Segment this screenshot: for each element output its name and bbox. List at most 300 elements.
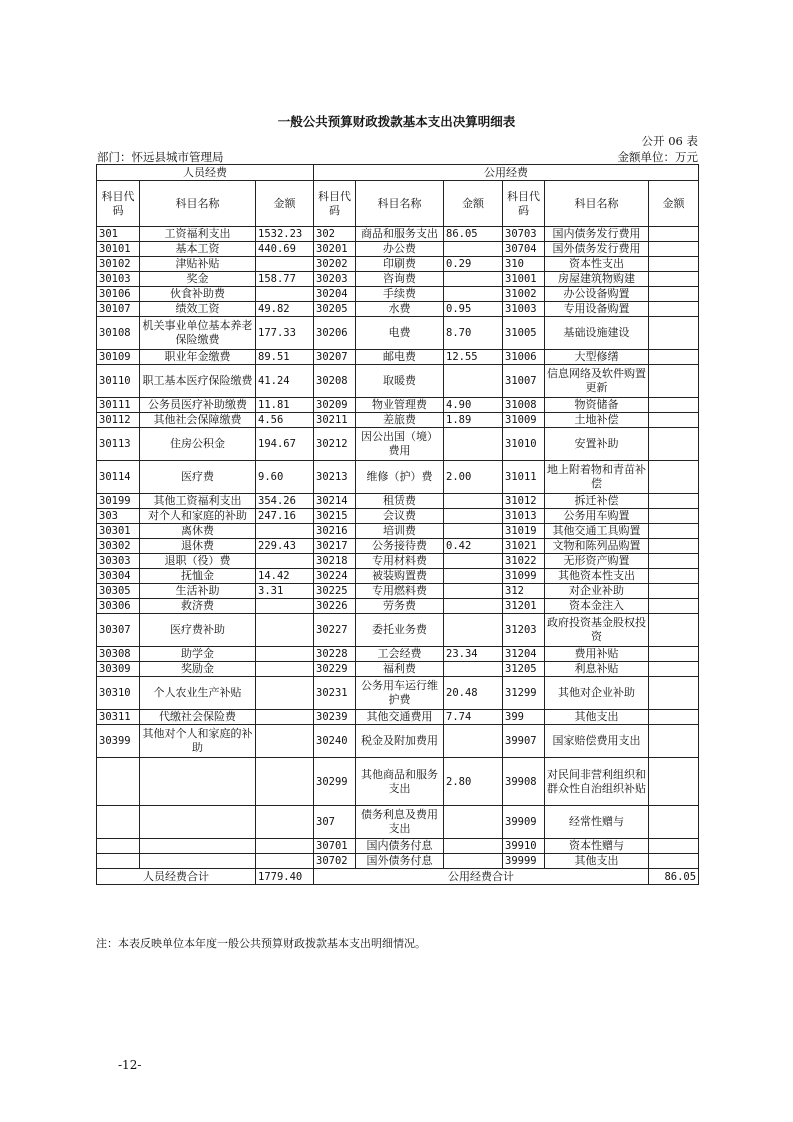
personnel-amount	[256, 677, 314, 710]
capital-name: 地上附着物和青苗补偿	[545, 461, 649, 494]
table-row	[97, 350, 699, 365]
public-code: 30225	[314, 584, 356, 599]
personnel-name: 奖励金	[140, 662, 256, 677]
table-row	[97, 584, 699, 599]
public-amount	[444, 524, 503, 539]
capital-name: 费用补贴	[545, 647, 649, 662]
capital-name: 其他支出	[545, 854, 649, 869]
capital-code: 312	[503, 584, 545, 599]
public-name: 专用材料费	[356, 554, 444, 569]
public-name: 劳务费	[356, 599, 444, 614]
public-code: 30228	[314, 647, 356, 662]
capital-amount	[649, 725, 699, 758]
col-header-code: 科目代码	[314, 181, 356, 227]
capital-code: 31007	[503, 365, 545, 398]
capital-code: 31012	[503, 494, 545, 509]
capital-amount	[649, 242, 699, 257]
table-row	[97, 725, 699, 758]
personnel-amount	[256, 710, 314, 725]
public-name: 其他商品和服务支出	[356, 758, 444, 806]
table-row	[97, 839, 699, 854]
public-name: 债务利息及费用支出	[356, 806, 444, 839]
personnel-name: 绩效工资	[140, 302, 256, 317]
public-name: 税金及附加费用	[356, 725, 444, 758]
page-title: 一般公共预算财政拨款基本支出决算明细表	[277, 114, 516, 129]
capital-amount	[649, 854, 699, 869]
personnel-code: 30112	[97, 413, 140, 428]
capital-name: 拆迁补偿	[545, 494, 649, 509]
capital-name: 其他对企业补助	[545, 677, 649, 710]
capital-code: 31201	[503, 599, 545, 614]
public-amount	[444, 725, 503, 758]
capital-amount	[649, 584, 699, 599]
public-amount: 20.48	[444, 677, 503, 710]
personnel-name: 医疗费补助	[140, 614, 256, 647]
personnel-name: 其他工资福利支出	[140, 494, 256, 509]
capital-amount	[649, 647, 699, 662]
personnel-group-header: 人员经费	[97, 165, 314, 181]
public-name: 手续费	[356, 287, 444, 302]
table-row	[97, 758, 699, 806]
public-amount: 0.29	[444, 257, 503, 272]
public-amount: 8.70	[444, 317, 503, 350]
public-total-label: 公用经费合计	[314, 869, 649, 885]
capital-amount	[649, 413, 699, 428]
col-header-amount: 金额	[256, 181, 314, 227]
public-amount	[444, 287, 503, 302]
public-amount	[444, 494, 503, 509]
capital-amount	[649, 599, 699, 614]
personnel-amount: 177.33	[256, 317, 314, 350]
capital-amount	[649, 302, 699, 317]
table-row	[97, 242, 699, 257]
public-amount: 1.89	[444, 413, 503, 428]
capital-name: 大型修缮	[545, 350, 649, 365]
personnel-code: 30309	[97, 662, 140, 677]
public-name: 邮电费	[356, 350, 444, 365]
capital-code: 39908	[503, 758, 545, 806]
personnel-code: 303	[97, 509, 140, 524]
personnel-amount	[256, 839, 314, 854]
personnel-amount	[256, 806, 314, 839]
public-name: 因公出国（境）费用	[356, 428, 444, 461]
capital-name: 政府投资基金股权投资	[545, 614, 649, 647]
personnel-amount: 158.77	[256, 272, 314, 287]
public-amount	[444, 272, 503, 287]
public-code: 30218	[314, 554, 356, 569]
public-code: 30224	[314, 569, 356, 584]
public-amount	[444, 242, 503, 257]
capital-name: 资本金注入	[545, 599, 649, 614]
capital-amount	[649, 272, 699, 287]
personnel-name: 职工基本医疗保险缴费	[140, 365, 256, 398]
table-note: 注：本表反映单位本年度一般公共预算财政拨款基本支出明细情况。	[96, 937, 426, 950]
capital-amount	[649, 365, 699, 398]
public-amount	[444, 662, 503, 677]
capital-name: 其他资本性支出	[545, 569, 649, 584]
personnel-name	[140, 758, 256, 806]
personnel-amount	[256, 647, 314, 662]
capital-amount	[649, 677, 699, 710]
personnel-amount	[256, 662, 314, 677]
public-name: 咨询费	[356, 272, 444, 287]
personnel-code: 30308	[97, 647, 140, 662]
table-row	[97, 539, 699, 554]
capital-amount	[649, 227, 699, 242]
capital-amount	[649, 317, 699, 350]
public-code: 30217	[314, 539, 356, 554]
personnel-name: 奖金	[140, 272, 256, 287]
personnel-amount: 89.51	[256, 350, 314, 365]
capital-name: 国家赔偿费用支出	[545, 725, 649, 758]
personnel-code: 30302	[97, 539, 140, 554]
capital-code: 31002	[503, 287, 545, 302]
capital-code: 31008	[503, 398, 545, 413]
public-code: 30701	[314, 839, 356, 854]
personnel-code: 30114	[97, 461, 140, 494]
capital-name: 对民间非营利组织和群众性自治组织补贴	[545, 758, 649, 806]
public-code: 30207	[314, 350, 356, 365]
capital-name: 经常性赠与	[545, 806, 649, 839]
public-code: 30231	[314, 677, 356, 710]
personnel-code: 30113	[97, 428, 140, 461]
table-row	[97, 317, 699, 350]
personnel-code: 30304	[97, 569, 140, 584]
table-row	[97, 509, 699, 524]
public-name: 福利费	[356, 662, 444, 677]
public-name: 国外债务付息	[356, 854, 444, 869]
department-label: 部门：怀远县城市管理局	[97, 150, 224, 164]
personnel-code: 30305	[97, 584, 140, 599]
personnel-total-amount: 1779.40	[256, 869, 314, 885]
capital-code: 31006	[503, 350, 545, 365]
capital-code: 31011	[503, 461, 545, 494]
capital-amount	[649, 539, 699, 554]
capital-code: 30703	[503, 227, 545, 242]
public-code: 30226	[314, 599, 356, 614]
public-name: 维修（护）费	[356, 461, 444, 494]
capital-code: 31019	[503, 524, 545, 539]
capital-amount	[649, 398, 699, 413]
personnel-code: 30101	[97, 242, 140, 257]
personnel-code: 301	[97, 227, 140, 242]
capital-code: 31299	[503, 677, 545, 710]
capital-amount	[649, 569, 699, 584]
public-code: 30211	[314, 413, 356, 428]
personnel-code	[97, 839, 140, 854]
public-amount	[444, 569, 503, 584]
public-code: 30208	[314, 365, 356, 398]
table-row	[97, 647, 699, 662]
public-total-amount: 86.05	[649, 869, 699, 885]
table-row	[97, 662, 699, 677]
personnel-amount: 49.82	[256, 302, 314, 317]
personnel-total-label: 人员经费合计	[97, 869, 256, 885]
capital-amount	[649, 806, 699, 839]
personnel-name	[140, 806, 256, 839]
capital-code: 31022	[503, 554, 545, 569]
personnel-name: 个人农业生产补贴	[140, 677, 256, 710]
capital-code: 31205	[503, 662, 545, 677]
personnel-name	[140, 839, 256, 854]
personnel-code: 30110	[97, 365, 140, 398]
table-row	[97, 302, 699, 317]
personnel-amount	[256, 257, 314, 272]
public-code: 30206	[314, 317, 356, 350]
table-row	[97, 806, 699, 839]
capital-name: 无形资产购置	[545, 554, 649, 569]
personnel-name: 退职（役）费	[140, 554, 256, 569]
capital-amount	[649, 287, 699, 302]
capital-amount	[649, 350, 699, 365]
personnel-code: 30108	[97, 317, 140, 350]
personnel-code	[97, 758, 140, 806]
table-row	[97, 854, 699, 869]
public-code: 30240	[314, 725, 356, 758]
table-row	[97, 287, 699, 302]
table-row	[97, 599, 699, 614]
public-amount: 12.55	[444, 350, 503, 365]
table-row	[97, 413, 699, 428]
personnel-name: 机关事业单位基本养老保险缴费	[140, 317, 256, 350]
capital-name: 资本性支出	[545, 257, 649, 272]
capital-code: 31010	[503, 428, 545, 461]
personnel-amount: 1532.23	[256, 227, 314, 242]
public-amount: 86.05	[444, 227, 503, 242]
capital-name: 国外债务发行费用	[545, 242, 649, 257]
personnel-amount: 41.24	[256, 365, 314, 398]
public-amount	[444, 806, 503, 839]
personnel-amount	[256, 758, 314, 806]
capital-amount	[649, 758, 699, 806]
table-row	[97, 710, 699, 725]
public-code: 30205	[314, 302, 356, 317]
table-row	[97, 227, 699, 242]
capital-code: 31013	[503, 509, 545, 524]
personnel-name: 其他社会保障缴费	[140, 413, 256, 428]
personnel-amount: 9.60	[256, 461, 314, 494]
public-amount: 2.80	[444, 758, 503, 806]
capital-amount	[649, 662, 699, 677]
capital-name: 其他交通工具购置	[545, 524, 649, 539]
public-amount	[444, 584, 503, 599]
personnel-amount	[256, 725, 314, 758]
capital-name: 信息网络及软件购置更新	[545, 365, 649, 398]
capital-code: 31009	[503, 413, 545, 428]
capital-code: 39999	[503, 854, 545, 869]
personnel-name: 津贴补贴	[140, 257, 256, 272]
personnel-amount: 11.81	[256, 398, 314, 413]
col-header-amount: 金额	[444, 181, 503, 227]
public-amount: 7.74	[444, 710, 503, 725]
public-name: 公务用车运行维护费	[356, 677, 444, 710]
public-name: 委托业务费	[356, 614, 444, 647]
capital-amount	[649, 428, 699, 461]
public-code: 30212	[314, 428, 356, 461]
capital-name: 安置补助	[545, 428, 649, 461]
col-header-name: 科目名称	[140, 181, 256, 227]
personnel-name: 基本工资	[140, 242, 256, 257]
public-name: 被装购置费	[356, 569, 444, 584]
capital-amount	[649, 554, 699, 569]
personnel-name: 助学金	[140, 647, 256, 662]
personnel-amount	[256, 854, 314, 869]
table-row	[97, 398, 699, 413]
public-code: 30203	[314, 272, 356, 287]
personnel-name: 公务员医疗补助缴费	[140, 398, 256, 413]
personnel-amount: 247.16	[256, 509, 314, 524]
personnel-amount	[256, 614, 314, 647]
capital-code: 31021	[503, 539, 545, 554]
personnel-code: 30307	[97, 614, 140, 647]
capital-code: 31204	[503, 647, 545, 662]
personnel-amount	[256, 599, 314, 614]
public-group-header: 公用经费	[314, 165, 699, 181]
col-header-code: 科目代码	[503, 181, 545, 227]
capital-code: 39910	[503, 839, 545, 854]
personnel-name: 救济费	[140, 599, 256, 614]
public-code: 30227	[314, 614, 356, 647]
personnel-name: 职业年金缴费	[140, 350, 256, 365]
public-code: 30215	[314, 509, 356, 524]
public-code: 30201	[314, 242, 356, 257]
personnel-amount: 229.43	[256, 539, 314, 554]
public-name: 其他交通费用	[356, 710, 444, 725]
public-amount: 2.00	[444, 461, 503, 494]
table-row	[97, 614, 699, 647]
capital-name: 资本性赠与	[545, 839, 649, 854]
public-code: 30214	[314, 494, 356, 509]
personnel-name: 退休费	[140, 539, 256, 554]
personnel-code: 30301	[97, 524, 140, 539]
public-name: 印刷费	[356, 257, 444, 272]
public-amount: 23.34	[444, 647, 503, 662]
col-header-code: 科目代码	[97, 181, 140, 227]
public-name: 水费	[356, 302, 444, 317]
personnel-code: 30111	[97, 398, 140, 413]
capital-name: 办公设备购置	[545, 287, 649, 302]
public-code: 30299	[314, 758, 356, 806]
capital-name: 土地补偿	[545, 413, 649, 428]
public-code: 30216	[314, 524, 356, 539]
capital-code: 31001	[503, 272, 545, 287]
public-code: 30213	[314, 461, 356, 494]
public-name: 培训费	[356, 524, 444, 539]
capital-code: 31203	[503, 614, 545, 647]
capital-amount	[649, 710, 699, 725]
public-amount	[444, 554, 503, 569]
capital-code: 31099	[503, 569, 545, 584]
capital-name: 文物和陈列品购置	[545, 539, 649, 554]
public-code: 30204	[314, 287, 356, 302]
capital-name: 利息补贴	[545, 662, 649, 677]
public-name: 电费	[356, 317, 444, 350]
public-name: 商品和服务支出	[356, 227, 444, 242]
personnel-name	[140, 854, 256, 869]
personnel-code: 30399	[97, 725, 140, 758]
capital-amount	[649, 509, 699, 524]
public-name: 工会经费	[356, 647, 444, 662]
capital-name: 公务用车购置	[545, 509, 649, 524]
capital-amount	[649, 614, 699, 647]
personnel-name: 工资福利支出	[140, 227, 256, 242]
table-row	[97, 569, 699, 584]
personnel-name: 对个人和家庭的补助	[140, 509, 256, 524]
capital-name: 其他支出	[545, 710, 649, 725]
personnel-name: 医疗费	[140, 461, 256, 494]
personnel-code: 30303	[97, 554, 140, 569]
capital-name: 对企业补助	[545, 584, 649, 599]
capital-name: 专用设备购置	[545, 302, 649, 317]
personnel-code: 30102	[97, 257, 140, 272]
personnel-amount: 14.42	[256, 569, 314, 584]
personnel-code: 30311	[97, 710, 140, 725]
page-number: -12-	[118, 1058, 142, 1072]
personnel-name: 代缴社会保险费	[140, 710, 256, 725]
capital-code: 310	[503, 257, 545, 272]
personnel-code: 30306	[97, 599, 140, 614]
public-code: 30209	[314, 398, 356, 413]
capital-name: 房屋建筑物购建	[545, 272, 649, 287]
table-row	[97, 428, 699, 461]
public-amount	[444, 509, 503, 524]
capital-amount	[649, 524, 699, 539]
capital-code: 39907	[503, 725, 545, 758]
personnel-amount	[256, 524, 314, 539]
table-row	[97, 257, 699, 272]
capital-code: 30704	[503, 242, 545, 257]
col-header-name: 科目名称	[545, 181, 649, 227]
public-name: 会议费	[356, 509, 444, 524]
personnel-amount: 354.26	[256, 494, 314, 509]
expenditure-table	[96, 164, 699, 885]
public-code: 30702	[314, 854, 356, 869]
table-row	[97, 677, 699, 710]
public-name: 公务接待费	[356, 539, 444, 554]
table-row	[97, 494, 699, 509]
personnel-code: 30103	[97, 272, 140, 287]
public-code: 30239	[314, 710, 356, 725]
personnel-amount: 194.67	[256, 428, 314, 461]
personnel-amount: 3.31	[256, 584, 314, 599]
personnel-code: 30106	[97, 287, 140, 302]
personnel-name: 抚恤金	[140, 569, 256, 584]
form-number: 公开 06 表	[641, 134, 698, 148]
personnel-amount	[256, 554, 314, 569]
table-row	[97, 272, 699, 287]
public-name: 取暖费	[356, 365, 444, 398]
public-name: 专用燃料费	[356, 584, 444, 599]
public-code: 30202	[314, 257, 356, 272]
personnel-amount: 4.56	[256, 413, 314, 428]
table-row	[97, 524, 699, 539]
capital-code: 31003	[503, 302, 545, 317]
capital-name: 国内债务发行费用	[545, 227, 649, 242]
public-code: 30229	[314, 662, 356, 677]
public-name: 租赁费	[356, 494, 444, 509]
personnel-code: 30107	[97, 302, 140, 317]
personnel-code: 30310	[97, 677, 140, 710]
personnel-code	[97, 854, 140, 869]
capital-amount	[649, 461, 699, 494]
table-row	[97, 365, 699, 398]
personnel-name: 其他对个人和家庭的补助	[140, 725, 256, 758]
table-row	[97, 461, 699, 494]
public-name: 办公费	[356, 242, 444, 257]
capital-code: 399	[503, 710, 545, 725]
personnel-name: 住房公积金	[140, 428, 256, 461]
capital-amount	[649, 494, 699, 509]
